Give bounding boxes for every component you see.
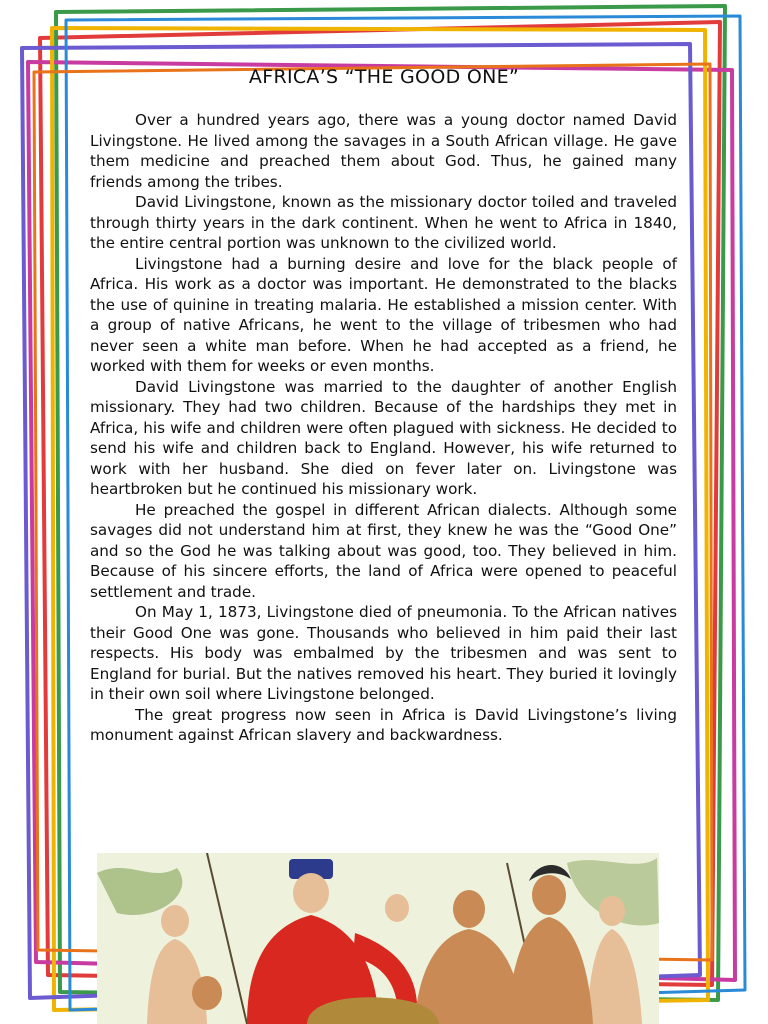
native-figure-head <box>161 905 189 937</box>
paragraph: The great progress now seen in Africa is David Livingstone’s living monument against African slavery and backwardness. <box>90 705 677 744</box>
paragraph: David Livingstone, known as the missionary doctor toiled and traveled through thirty years in the dark continent. When he went to Africa in 1840, the entire central portion was unknown to the civilized world. <box>90 193 677 252</box>
paragraph: On May 1, 1873, Livingstone died of pneumonia. To the African natives their Good One was gone. Thousands who believed in him paid their last respects. His body was embalmed by the tribesmen and was sent to England for burial. But the natives removed his heart. They buried it lovingly in their own soil where Livingstone belonged. <box>90 603 677 703</box>
livingstone-illustration <box>97 853 659 1024</box>
page-title: AFRICA’S “THE GOOD ONE” <box>248 66 520 88</box>
native-figure-head <box>385 894 409 922</box>
paragraph: Livingstone had a burning desire and love for the black people of Africa. His work as a doctor was important. He demonstrated to the blacks the use of quinine in treating malaria. He established a mission center. With a group of native Africans, he went to the village of tribesmen who had never seen a white man before. When he had accepted as a friend, he worked with them for weeks or even months. <box>90 254 677 375</box>
livingstone-head <box>293 873 329 913</box>
native-figure-head <box>599 896 625 926</box>
paragraph: David Livingstone was married to the daughter of another English missionary. They had two children. Because of the hardships they met in Africa, his wife and children were often plagued with sickness. He decided to send his wife and children back to England. However, his wife returned to work with her husband. She died on fever later on. Livingstone was heartbroken but he continued his missionary work. <box>90 377 677 498</box>
story-body <box>90 110 677 746</box>
native-man-head <box>532 875 566 915</box>
paragraph: He preached the gospel in different African dialects. Although some savages did not understand him at first, they knew he was the “Good One” and so the God he was talking about was good, too. They believed in him. Because of his sincere efforts, the land of Africa were opened to peaceful settlement and trade. <box>90 500 677 601</box>
native-child-head <box>192 976 222 1010</box>
native-man-head <box>453 890 485 928</box>
paragraph: Over a hundred years ago, there was a young doctor named David Livingstone. He lived among the savages in a South African village. He gave them medicine and preached them about God. Thus, he gained many friends among the tribes. <box>90 111 677 191</box>
